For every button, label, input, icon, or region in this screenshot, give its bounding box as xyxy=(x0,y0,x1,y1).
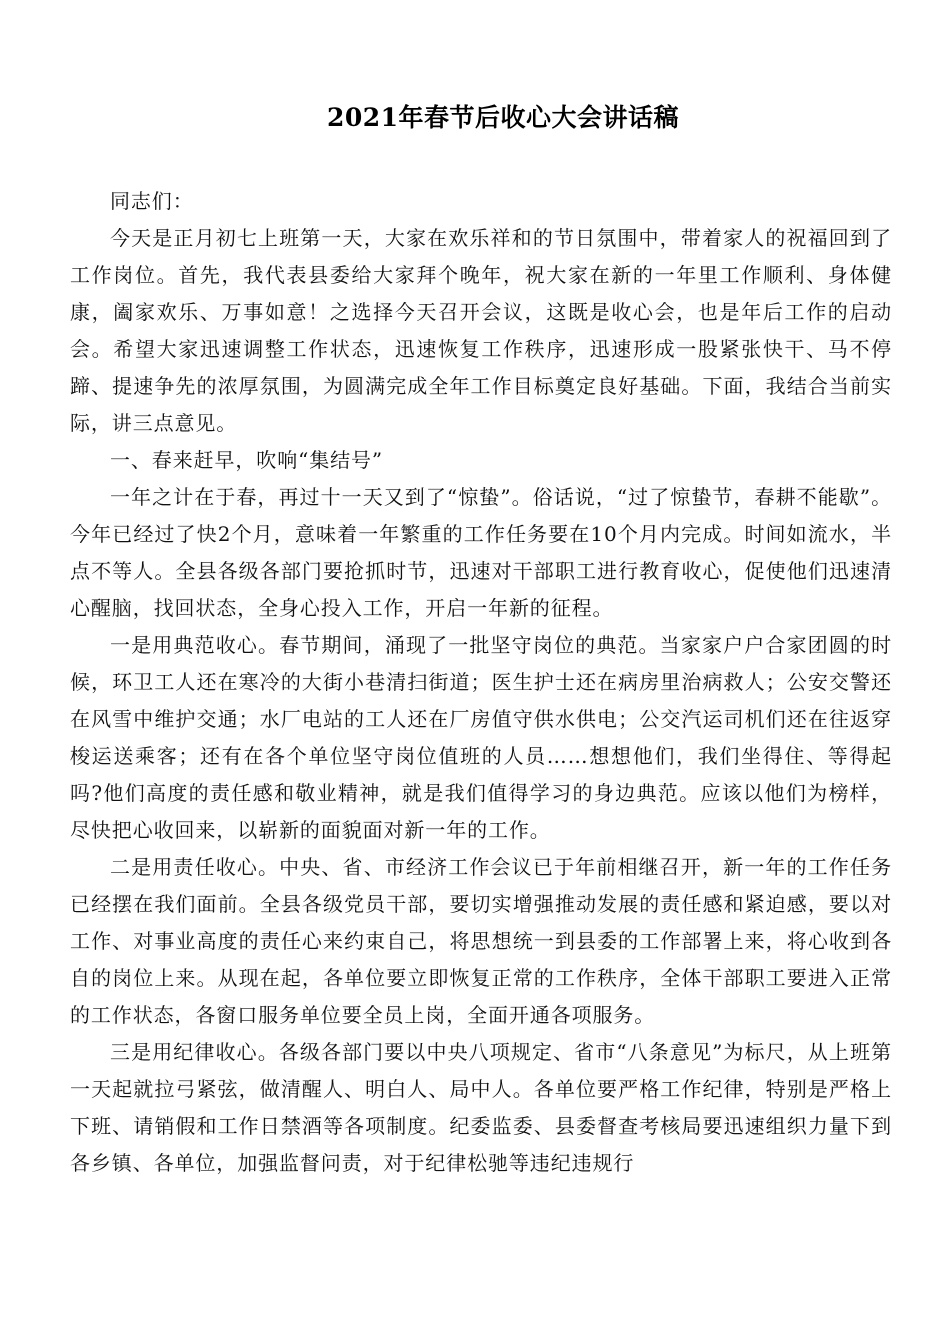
opening-paragraph: 今天是正月初七上班第一天，大家在欢乐祥和的节日氛围中，带着家人的祝福回到了工作岗位。首先，我代表县委给大家拜个晚年，祝大家在新的一年里工作顺利、身体健康，阖家欢乐、万事如意！之选择今天召开会议，这既是收心会，也是年后工作的启动会。希望大家迅速调整工作状态，迅速恢复工作秩序，迅速形成一股紧张快干、马不停蹄、提速争先的浓厚氛围，为圆满完成全年工作目标奠定良好基础。下面，我结合当前实际，讲三点意见。 xyxy=(70,226,892,435)
body-paragraph: 二是用责任收心。中央、省、市经济工作会议已于年前相继召开，新一年的工作任务已经摆在我们面前。全县各级党员干部，要切实增强推动发展的责任感和紧迫感，要以对工作、对事业高度的责任心来约束自己，将思想统一到县委的工作部署上来，将心收到各自的岗位上来。从现在起，各单位要立即恢复正常的工作秩序，全体干部职工要进入正常的工作状态，各窗口服务单位要全员上岗，全面开通各项服务。 xyxy=(70,855,892,1027)
body-paragraph: 一是用典范收心。春节期间，涌现了一批坚守岗位的典范。当家家户户合家团圆的时候，环卫工人还在寒冷的大街小巷清扫街道；医生护士还在病房里治病救人；公安交警还在风雪中维护交通；水厂电站的工人还在厂房值守供水供电；公交汽运司机们还在往返穿梭运送乘客；还有在各个单位坚守岗位值班的人员……想想他们，我们坐得住、等得起吗?他们高度的责任感和敬业精神，就是我们值得学习的身边典范。应该以他们为榜样，尽快把心收回来，以崭新的面貌面对新一年的工作。 xyxy=(70,633,892,842)
document-body xyxy=(70,183,892,1182)
salutation-paragraph: 同志们： xyxy=(110,189,194,213)
body-paragraph: 一年之计在于春，再过十一天又到了“惊蛰”。俗话说，“过了惊蛰节，春耕不能歇”。今年已经过了快2个月，意味着一年繁重的工作任务要在10个月内完成。时间如流水，半点不等人。全县各级各部门要抢抓时节，迅速对干部职工进行教育收心，促使他们迅速清心醒脑，找回状态，全身心投入工作，开启一年新的征程。 xyxy=(70,485,892,620)
document-title: 2021年春节后收心大会讲话稿 xyxy=(326,103,680,132)
section-heading-1: 一、春来赶早，吹响“集结号” xyxy=(110,448,384,472)
body-paragraph: 三是用纪律收心。各级各部门要以中央八项规定、省市“八条意见”为标尺，从上班第一天起就拉弓紧弦，做清醒人、明白人、局中人。各单位要严格工作纪律，特别是严格上下班、请销假和工作日禁酒等各项制度。纪委监委、县委督查考核局要迅速组织力量下到各乡镇、各单位，加强监督问责，对于纪律松驰等违纪违规行 xyxy=(70,1040,892,1175)
